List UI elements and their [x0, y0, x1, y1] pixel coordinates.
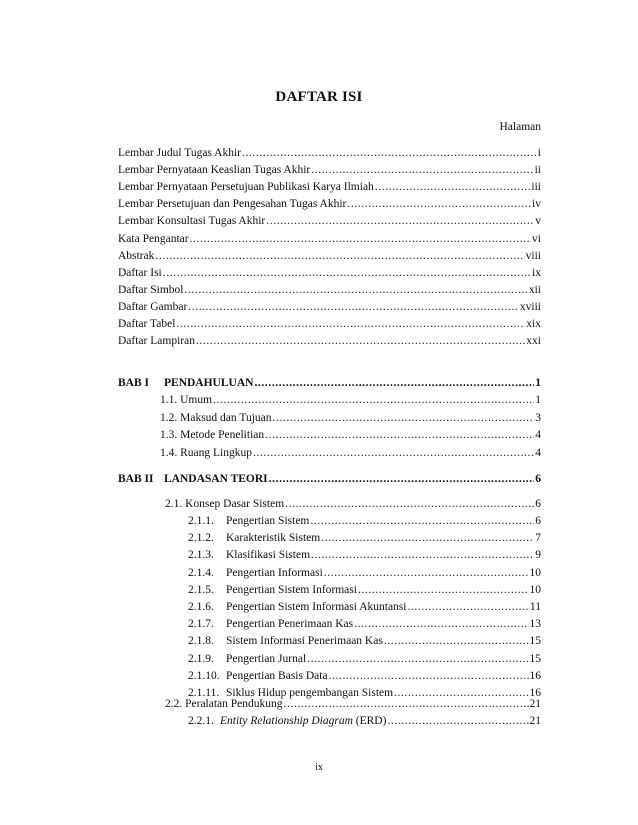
toc-entry-label: Lembar Konsultasi Tugas Akhir — [118, 215, 266, 228]
toc-entry-label: Daftar Tabel — [118, 318, 176, 330]
subsection-2-1-item-label: Pengertian Jurnal — [226, 652, 307, 665]
toc-entry-label: Daftar Lampiran — [118, 335, 195, 348]
subsection-2-1-item-number: 2.1.6. — [188, 601, 214, 613]
subsection-2-1-item-page: 9 — [535, 549, 541, 562]
leader-dots — [213, 393, 534, 407]
leader-dots — [321, 531, 534, 545]
toc-entry-label: Abstrak — [118, 249, 155, 262]
section-2-2-1-number: 2.2.1. — [188, 715, 214, 727]
subsection-2-1-item-label-group — [188, 634, 383, 648]
toc-entry-page: xviii — [519, 300, 541, 313]
leader-dots — [285, 497, 534, 511]
bab2-number: BAB II — [118, 473, 154, 485]
toc-entry-page: xix — [526, 318, 541, 330]
leader-dots — [354, 617, 528, 631]
subsection-2-1-item-label-group — [188, 531, 320, 545]
toc-entry[interactable] — [118, 232, 541, 246]
subsection-2-1-item-number: 2.1.10. — [188, 669, 220, 682]
leader-dots — [176, 317, 525, 331]
leader-dots — [311, 163, 533, 177]
subsection-2-1-item-number: 2.1.1. — [188, 515, 214, 527]
leader-dots — [387, 714, 528, 728]
subsection-2-1-item-label: Klasifikasi Sistem — [226, 549, 311, 562]
subsection-2-1-item-number: 2.1.2. — [188, 532, 214, 545]
bab1-subsection-label: 1.2. Maksud dan Tujuan — [160, 411, 272, 424]
section-2-2-1-italic-label: Entity Relationship Diagram — [220, 715, 353, 727]
toc-entry-label: Kata Pengantar — [118, 232, 189, 245]
toc-entry[interactable] — [118, 197, 541, 211]
section-2-2-label: 2.2. Peralatan Pendukung — [165, 698, 283, 710]
section-2-2-1-page: 21 — [529, 715, 541, 727]
leader-dots — [347, 197, 531, 211]
leader-dots — [269, 472, 535, 486]
toc-entry-label: Daftar Gambar — [118, 300, 188, 313]
subsection-2-1-item-number: 2.1.3. — [188, 549, 214, 562]
subsection-2-1-item-label-group — [188, 566, 323, 580]
leader-dots — [190, 232, 531, 246]
subsection-2-1-item-number: 2.1.11. — [188, 687, 220, 699]
leader-dots — [375, 180, 531, 194]
toc-entry[interactable] — [118, 146, 541, 160]
subsection-2-1-item-page: 15 — [529, 652, 541, 665]
subsection-2-1-item-number: 2.1.8. — [188, 635, 214, 648]
subsection-2-1-item[interactable] — [188, 566, 541, 580]
subsection-2-1-item[interactable] — [188, 669, 541, 683]
subsection-2-1-item-page: 7 — [535, 532, 541, 545]
leader-dots — [265, 428, 534, 442]
leader-dots — [155, 249, 524, 263]
leader-dots — [310, 514, 534, 528]
toc-entry-page: v — [535, 215, 541, 228]
subsection-2-1-item-label: Pengertian Sistem Informasi — [226, 583, 357, 596]
leader-dots — [196, 334, 525, 348]
bab1-subsection[interactable] — [160, 411, 541, 425]
toc-entry-label: Lembar Judul Tugas Akhir — [118, 147, 241, 159]
bab1-title: PENDAHULUAN — [164, 377, 254, 389]
leader-dots — [242, 146, 537, 160]
page-title: DAFTAR ISI — [275, 89, 363, 105]
toc-entry-page: ii — [534, 164, 541, 177]
subsection-2-1-item-page: 10 — [529, 583, 541, 596]
section-2-1-label: 2.1. Konsep Dasar Sistem — [165, 498, 285, 510]
section-2-1-page: 6 — [535, 498, 541, 510]
subsection-2-1-item[interactable] — [188, 583, 541, 597]
section-2-2-page: 21 — [529, 698, 541, 710]
subsection-2-1-item-number: 2.1.7. — [188, 618, 214, 631]
subsection-2-1-item-page: 13 — [529, 618, 541, 631]
toc-entry[interactable] — [118, 283, 541, 297]
bab1-subsection-page: 4 — [535, 429, 541, 442]
bab2-title: LANDASAN TEORI — [164, 473, 268, 485]
toc-entry[interactable] — [118, 214, 541, 228]
subsection-2-1-item-label: Karakteristik Sistem — [226, 532, 321, 545]
subsection-2-1-item-label-group — [188, 548, 310, 562]
subsection-2-1-item[interactable] — [188, 652, 541, 666]
leader-dots — [358, 583, 529, 597]
leader-dots — [253, 446, 534, 460]
subsection-2-1-item-label-group — [188, 652, 306, 666]
leader-dots — [384, 634, 529, 648]
leader-dots — [184, 283, 527, 297]
subsection-2-1-item-label-group — [188, 669, 328, 683]
toc-entry-page: i — [537, 147, 541, 159]
halaman-label: Halaman — [499, 121, 541, 133]
leader-dots — [407, 600, 528, 614]
subsection-2-1-item[interactable] — [188, 600, 541, 614]
bab1-subsection[interactable] — [160, 446, 541, 460]
toc-entry-page: iv — [532, 198, 541, 211]
bab1-page: 1 — [535, 377, 541, 389]
bab1-subsection-page: 4 — [535, 447, 541, 460]
toc-entry-label: Lembar Persetujuan dan Pengesahan Tugas Akhir — [118, 198, 347, 211]
subsection-2-1-item-label: Pengertian Basis Data — [226, 669, 328, 682]
subsection-2-1-item-label: Pengertian Sistem Informasi Akuntansi — [226, 601, 407, 613]
subsection-2-1-item-number: 2.1.4. — [188, 566, 214, 579]
bab1-subsection[interactable] — [160, 393, 541, 407]
subsection-2-1-item-page: 16 — [529, 687, 541, 699]
footer-page-number: ix — [315, 762, 323, 773]
bab1-number: BAB I — [118, 377, 149, 389]
bab2-heading[interactable] — [118, 472, 541, 486]
leader-dots — [311, 548, 534, 562]
subsection-2-1-item[interactable] — [188, 548, 541, 562]
subsection-2-1-item-label: Pengertian Informasi — [226, 566, 323, 579]
toc-entry[interactable] — [118, 300, 541, 314]
toc-entry-label: Lembar Pernyataan Keaslian Tugas Akhir — [118, 164, 311, 177]
bab1-subsection-label: 1.4. Ruang Lingkup — [160, 447, 252, 460]
subsection-2-1-item-page: 11 — [529, 601, 541, 613]
toc-entry[interactable] — [118, 163, 541, 177]
subsection-2-1-item[interactable] — [188, 514, 541, 528]
leader-dots — [273, 411, 535, 425]
leader-dots — [266, 214, 534, 228]
leader-dots — [329, 669, 529, 683]
toc-entry-label: Daftar Simbol — [118, 283, 184, 296]
bab1-subsection-page: 3 — [535, 411, 541, 424]
subsection-2-1-item-page: 10 — [529, 566, 541, 579]
bab1-heading[interactable] — [118, 376, 541, 390]
subsection-2-1-item-number: 2.1.5. — [188, 583, 214, 596]
section-2-2-1[interactable] — [188, 714, 541, 728]
leader-dots — [284, 697, 529, 711]
subsection-2-1-item-label: Siklus Hidup pengembangan Sistem — [226, 687, 394, 699]
bab1-subsection[interactable] — [160, 428, 541, 442]
bab1-subsection-label: 1.1. Umum — [160, 394, 213, 406]
leader-dots — [188, 300, 519, 314]
bab1-subsection-label: 1.3. Metode Penelitian — [160, 429, 265, 442]
leader-dots — [163, 266, 531, 280]
toc-entry-page: iii — [531, 181, 541, 194]
subsection-2-1-item-page: 15 — [529, 635, 541, 648]
leader-dots — [307, 652, 528, 666]
toc-entry-label: Daftar Isi — [118, 266, 162, 279]
toc-entry[interactable] — [118, 249, 541, 263]
section-2-2-1-label-rest: (ERD) — [352, 715, 387, 727]
subsection-2-1-item-label: Pengertian Penerimaan Kas — [226, 618, 354, 631]
toc-entry[interactable] — [118, 334, 541, 348]
subsection-2-1-item-label: Pengertian Sistem — [226, 515, 310, 527]
toc-entry-page: viii — [525, 249, 541, 262]
section-2-1[interactable] — [165, 497, 541, 511]
subsection-2-1-item-label-group — [188, 617, 353, 631]
toc-entry[interactable] — [118, 317, 541, 331]
subsection-2-1-item[interactable] — [188, 617, 541, 631]
toc-entry[interactable] — [118, 266, 541, 280]
subsection-2-1-item-page: 6 — [535, 515, 541, 527]
toc-entry-page: ix — [532, 266, 541, 279]
leader-dots — [324, 566, 529, 580]
subsection-2-1-item-page: 16 — [529, 669, 541, 682]
toc-entry-page: vi — [532, 232, 541, 245]
subsection-2-1-item-label: Sistem Informasi Penerimaan Kas — [226, 635, 383, 648]
subsection-2-1-item-number: 2.1.9. — [188, 652, 214, 665]
toc-entry-page: xxi — [526, 335, 541, 348]
leader-dots — [254, 376, 534, 390]
subsection-2-1-item-label-group — [188, 514, 309, 528]
toc-entry-label: Lembar Pernyataan Persetujuan Publikasi Karya Ilmiah — [118, 181, 374, 194]
toc-entry-page: xii — [528, 283, 541, 296]
bab1-subsection-page: 1 — [535, 394, 541, 406]
bab2-page: 6 — [535, 473, 541, 485]
subsection-2-1-item-label-group — [188, 583, 357, 597]
subsection-2-1-item-label-group — [188, 600, 406, 614]
toc-entry[interactable] — [118, 180, 541, 194]
section-2-2[interactable] — [165, 697, 541, 711]
subsection-2-1-item[interactable] — [188, 531, 541, 545]
subsection-2-1-item[interactable] — [188, 634, 541, 648]
